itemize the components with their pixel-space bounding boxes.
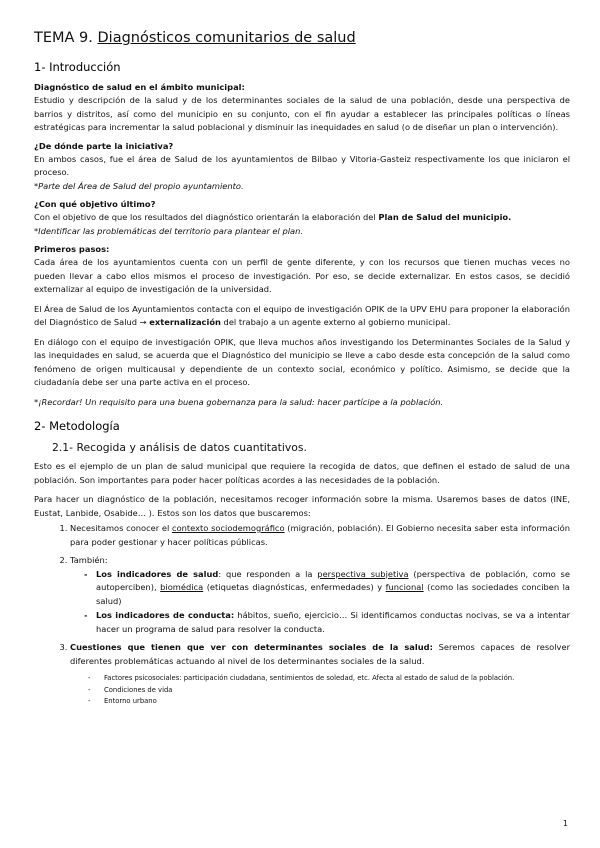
pasos-subtitle: Primeros pasos:: [34, 244, 110, 254]
diag-subtitle: Diagnóstico de salud en el ámbito municipal:: [34, 82, 245, 92]
list-item: - Los indicadores de conducta: hábitos, sueño, ejercicio… Si identificamos conductas nocivas, se va a intentar hacer un programa de salud para resolver la conducta.: [84, 609, 570, 636]
origen-note: *Parte del Área de Salud del propio ayuntamiento.: [34, 180, 244, 191]
diag-text: Estudio y descripción de la salud y de los determinantes sociales de la salud de una población, desde una perspectiva de barrios y distritos, así como del municipio en su conjunto, con el fin ayudar a establecer las principales políticas o líneas estratégicas para incrementar la salud poblacional y disminuir las inequidades en salud (o de diseñar un plan o intervención).: [34, 95, 570, 132]
pasos-p2: El Área de Salud de los Ayuntamientos contacta con el equipo de investigación OPIK de la UPV EHU para proponer la elaboración del Diagnóstico de Salud → externalización del trabajo a un agente externo al gobierno municipal.: [34, 303, 570, 327]
page-number: 1: [562, 819, 568, 828]
section-1-heading: 1- Introducción: [34, 60, 121, 74]
title-main: Diagnósticos comunitarios de salud: [97, 30, 356, 46]
pasos-p3: En diálogo con el equipo de investigación OPIK, que lleva muchos años investigando los Determinantes Sociales de la Salud y las inequidades en salud, se acuerda que el Diagnóstico del municipio se lleve a cabo desde esta concepción de la salud como fenómeno de origen multicausal y dependiente de un contexto social, económico y político. Asimismo, se decide que la ciudadanía debe ser una parte activa en el proceso.: [34, 336, 570, 387]
list-item: - Condiciones de vida: [88, 685, 570, 696]
document-page: [34, 30, 570, 708]
list-item: - Los indicadores de salud: que responden a la perspectiva subjetiva (perspectiva de población, como se autoperciben), biomédica (etiquetas diagnósticas, enfermedades) y funcional (como las sociedades conciben la salud): [84, 568, 570, 609]
objetivo-subtitle: ¿Con qué objetivo último?: [34, 199, 156, 209]
determinants-list: [34, 673, 570, 707]
section-2-1-heading: 2.1- Recogida y análisis de datos cuantitativos.: [52, 441, 307, 454]
page-title: [34, 30, 570, 46]
section-2-heading: 2- Metodología: [34, 419, 120, 433]
title-prefix: TEMA 9.: [34, 30, 98, 46]
list-item: 3. Cuestiones que tienen que ver con determinantes sociales de la salud: Seremos capaces de resolver diferentes problemáticas actuando al nivel de los determinantes sociales de la salud.: [70, 641, 570, 668]
list-item: 1. Necesitamos conocer el contexto sociodemográfico (migración, población). El Gobierno necesita saber esta información para poder gestionar y hacer políticas públicas.: [70, 522, 570, 549]
objetivo-text: Con el objetivo de que los resultados del diagnóstico orientarán la elaboración del Plan de Salud del municipio.: [34, 212, 512, 222]
objetivo-note: *Identificar las problemáticas del territorio para plantear el plan.: [34, 225, 303, 236]
origen-subtitle: ¿De dónde parte la iniciativa?: [34, 140, 174, 151]
list-item: 2. También: - Los indicadores de salud: que responden a la perspectiva subjetiva (perspectiva de población, como se autoperciben), biomédica (etiquetas diagnósticas, enfermedades) y funcional (como las sociedades conciben la salud) - Los indicadores de conducta: hábitos, sueño, ejercicio… Si identificamos conductas nocivas, se va a intentar hacer un programa de salud para resolver la conducta.: [70, 554, 570, 636]
metodo-p1: Esto es el ejemplo de un plan de salud municipal que requiere la recogida de datos, que definen el estado de salud de una población. Son importantes para poder hacer políticas acordes a las necesidades de la población.: [34, 461, 570, 485]
list-item: - Entorno urbano: [88, 696, 570, 707]
indicators-list: [70, 568, 570, 637]
pasos-p1: Cada área de los ayuntamientos cuenta con un perfil de gente diferente, y con los recursos que tienen muchas veces no pueden llevar a cabo ellos mismos el proceso de investigación. Por eso, se decide externalizar. En estos casos, se decidió externalizar al equipo de investigación de la universidad.: [34, 257, 570, 294]
list-item: - Factores psicosociales: participación ciudadana, sentimientos de soledad, etc. Afecta al estado de salud de la población.: [88, 673, 570, 684]
metodo-p2: Para hacer un diagnóstico de la población, necesitamos recoger información sobre la misma. Usaremos bases de datos (INE, Eustat, Lanbide, Osabide… ). Estos son los datos que buscaremos:: [34, 494, 570, 518]
data-list: [34, 522, 570, 668]
pasos-note: *¡Recordar! Un requisito para una buena gobernanza para la salud: hacer partícipe a la población.: [34, 396, 444, 407]
origen-text: En ambos casos, fue el área de Salud de los ayuntamientos de Bilbao y Vitoria-Gasteiz respectivamente los que iniciaron el proceso.: [34, 153, 570, 177]
